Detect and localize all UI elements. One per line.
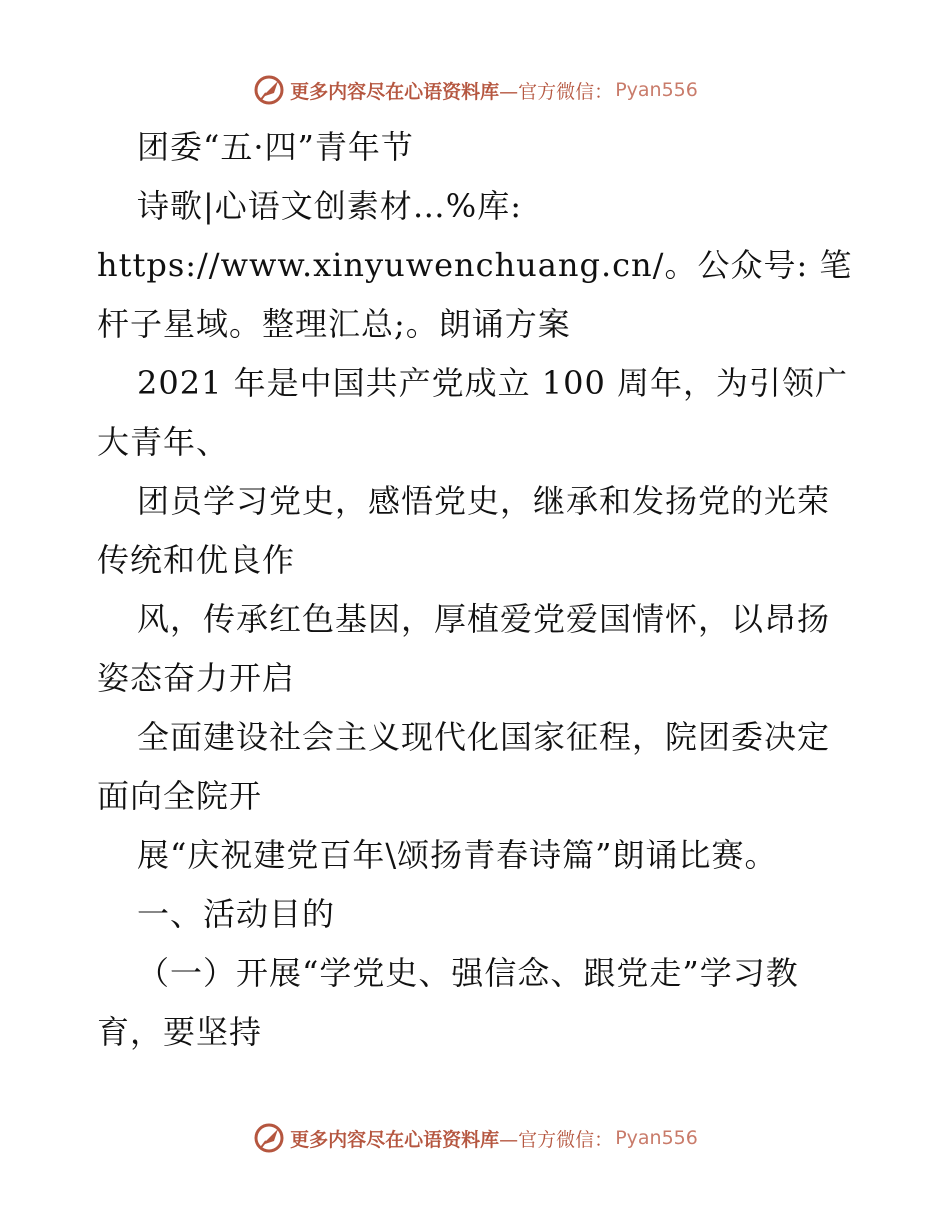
banner-brand-text: 更多内容尽在心语资料库 — [290, 1128, 500, 1151]
header-watermark-banner — [0, 70, 950, 110]
section-heading: 一、活动目的 — [137, 895, 336, 933]
banner-brand-text: 更多内容尽在心语资料库 — [290, 80, 500, 103]
paragraph: 2021 年是中国共产党成立 100 周年，为引领广大青年、 — [97, 364, 849, 461]
paragraph: （一）开展“学党史、强信念、跟党走”学习教育，要坚持 — [97, 954, 799, 1051]
quill-logo-icon — [252, 1121, 286, 1155]
banner-wechat-id: Pyan556 — [615, 79, 698, 101]
paragraph: 风，传承红色基因，厚植爱党爱国情怀，以昂扬姿态奋力开启 — [97, 600, 831, 697]
paragraph-source: 诗歌|心语文创素材…%库: https://www.xinyuwenchuang.cn/。公众号: 笔杆子星域。整理汇总;。朗诵方案 — [97, 187, 853, 343]
paragraph-title: 团委“五·四”青年节 — [137, 128, 414, 166]
banner-contact-label: —官方微信： — [499, 80, 614, 103]
paragraph: 团员学习党史，感悟党史，继承和发扬党的光荣传统和优良作 — [97, 482, 831, 579]
paragraph: 展“庆祝建党百年\颂扬青春诗篇”朗诵比赛。 — [137, 836, 778, 874]
footer-watermark-banner — [0, 1118, 950, 1158]
document-body — [97, 118, 857, 1062]
banner-contact-label: —官方微信： — [499, 1128, 614, 1151]
paragraph: 全面建设社会主义现代化国家征程，院团委决定面向全院开 — [97, 718, 831, 815]
quill-logo-icon — [252, 73, 286, 107]
banner-wechat-id: Pyan556 — [615, 1127, 698, 1149]
